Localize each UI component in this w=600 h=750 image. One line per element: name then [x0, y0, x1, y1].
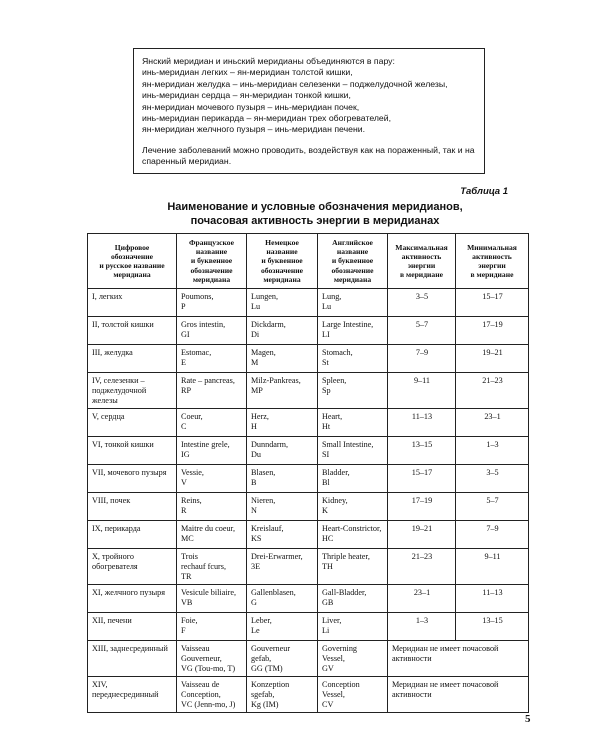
- text-line: Lung,: [322, 292, 342, 302]
- cell-english: [318, 641, 388, 677]
- table-row: [88, 677, 529, 713]
- text-line: Drei-Erwarmer,: [251, 552, 303, 562]
- text-line: Milz-Pankreas,: [251, 376, 301, 386]
- cell-min-activity: 9–11: [456, 549, 529, 585]
- text-line: 3E: [251, 562, 261, 572]
- cell-english: [318, 437, 388, 465]
- text-line: Maitre du coeur,: [181, 524, 236, 534]
- cell-french: [177, 585, 247, 613]
- cell-english: [318, 549, 388, 585]
- text-line: Меридиан не имеет почасовой: [392, 680, 499, 690]
- cell-russian: [88, 373, 177, 409]
- cell-german: [247, 641, 318, 677]
- text-line: Vaisseau de: [181, 680, 220, 690]
- table-row: [88, 465, 529, 493]
- text-line: Gall-Bladder,: [322, 588, 367, 598]
- text-line: Heart,: [322, 412, 343, 422]
- cell-max-activity: 1–3: [388, 613, 456, 641]
- text-line: GB: [322, 598, 334, 608]
- text-line: Leber,: [251, 616, 272, 626]
- cell-russian: [88, 465, 177, 493]
- cell-french: [177, 373, 247, 409]
- text-line: в меридиане: [400, 270, 443, 280]
- text-line: активности: [392, 690, 432, 700]
- cell-english: [318, 521, 388, 549]
- text-line: меридиана: [333, 274, 372, 284]
- text-line: SI: [322, 450, 330, 460]
- cell-french: [177, 613, 247, 641]
- cell-english: [318, 317, 388, 345]
- text-line: Dickdarm,: [251, 320, 286, 330]
- text-line: Минимальная: [467, 242, 517, 252]
- text-line: Kg (IM): [251, 700, 279, 710]
- cell-french: [177, 549, 247, 585]
- cell-russian: [88, 585, 177, 613]
- text-line: H: [251, 422, 257, 432]
- table-row: [88, 317, 529, 345]
- text-line: обозначение: [111, 251, 153, 261]
- cell-english: [318, 613, 388, 641]
- cell-no-activity: [388, 641, 529, 677]
- text-line: Французское: [189, 238, 234, 247]
- table-row: [88, 437, 529, 465]
- text-line: G: [251, 598, 257, 608]
- text-line: XIV, переднесрединный: [92, 680, 159, 700]
- cell-german: [247, 345, 318, 373]
- cell-russian: [88, 409, 177, 437]
- text-line: XII, печени: [92, 616, 132, 626]
- text-line: KS: [251, 534, 262, 544]
- text-line: HC: [322, 534, 334, 544]
- text-line: MC: [181, 534, 194, 544]
- header-french-name: [177, 234, 247, 289]
- text-line: CV: [322, 700, 334, 710]
- caption-line-1: Наименование и условные обозначения меридианов,: [167, 201, 463, 213]
- cell-max-activity: 5–7: [388, 317, 456, 345]
- text-line: активности: [392, 654, 432, 664]
- text-line: Reins,: [181, 496, 202, 506]
- text-line: Цифровое: [114, 242, 150, 252]
- text-line: Vessel,: [322, 654, 345, 664]
- cell-max-activity: 19–21: [388, 521, 456, 549]
- header-min-activity: [456, 234, 529, 289]
- table-row: [88, 549, 529, 585]
- cell-max-activity: 7–9: [388, 345, 456, 373]
- text-line: IX, перикарда: [92, 524, 141, 534]
- text-line: E: [181, 358, 187, 368]
- text-line: VB: [181, 598, 193, 608]
- cell-min-activity: 5–7: [456, 493, 529, 521]
- text-line: R: [181, 506, 187, 516]
- text-line: энергии: [407, 261, 436, 270]
- cell-french: [177, 521, 247, 549]
- text-line: Английское: [332, 238, 373, 247]
- text-line: VII, мочевого пузыря: [92, 468, 167, 478]
- text-line: Magen,: [251, 348, 276, 358]
- cell-german: [247, 373, 318, 409]
- text-line: Lu: [322, 302, 332, 312]
- text-line: Лечение заболеваний можно проводить, воздействуя как на пораженный, так и на: [142, 144, 475, 155]
- text-line: инь-меридиан перикарда – ян-меридиан трех обогревателей,: [142, 113, 392, 124]
- text-line: ян-меридиан мочевого пузыря – инь-меридиан почек,: [142, 101, 360, 112]
- table-row: [88, 585, 529, 613]
- cell-english: [318, 345, 388, 373]
- text-line: VG (Tou-mo, T): [181, 664, 236, 674]
- table-row: [88, 409, 529, 437]
- table-body: [88, 289, 529, 713]
- text-line: и русское название: [99, 261, 165, 270]
- text-line: Estomac,: [181, 348, 212, 358]
- cell-russian: [88, 677, 177, 713]
- cell-max-activity: 3–5: [388, 289, 456, 317]
- text-line: GG (TM): [251, 664, 283, 674]
- table-caption: [100, 200, 530, 228]
- text-line: меридиана: [192, 274, 231, 284]
- text-line: Poumons,: [181, 292, 214, 302]
- cell-russian: [88, 641, 177, 677]
- text-line: P: [181, 302, 186, 312]
- text-line: поджелудочной железы: [92, 386, 147, 406]
- text-line: Le: [251, 626, 260, 636]
- text-line: Conception,: [181, 690, 221, 700]
- text-line: активность: [401, 251, 442, 261]
- text-line: Sp: [322, 386, 331, 396]
- cell-min-activity: 1–3: [456, 437, 529, 465]
- text-line: Янский меридиан и иньский меридианы объединяются в пару:: [142, 56, 395, 66]
- text-line: II, толстой кишки: [92, 320, 154, 330]
- cell-max-activity: 23–1: [388, 585, 456, 613]
- cell-min-activity: 15–17: [456, 289, 529, 317]
- text-line: rechauf fcurs,: [181, 562, 227, 572]
- cell-french: [177, 409, 247, 437]
- text-line: V: [181, 478, 187, 488]
- cell-russian: [88, 317, 177, 345]
- header-german-name: [247, 234, 318, 289]
- header-russian-name: [88, 234, 177, 289]
- text-line: N: [251, 506, 257, 516]
- text-line: Li: [322, 626, 330, 636]
- text-line: Gouverneur: [251, 644, 291, 654]
- page-number: 5: [525, 713, 531, 725]
- text-line: меридиана: [263, 274, 301, 284]
- cell-german: [247, 437, 318, 465]
- text-line: Максимальная: [395, 242, 448, 252]
- cell-min-activity: 11–13: [456, 585, 529, 613]
- text-line: активность: [472, 251, 512, 261]
- text-line: TR: [181, 572, 192, 582]
- text-line: Small Intestine,: [322, 440, 374, 450]
- text-line: обозначение: [261, 265, 303, 275]
- text-line: Rate – pancreas,: [181, 376, 235, 386]
- cell-max-activity: 17–19: [388, 493, 456, 521]
- text-line: обогревателя: [92, 562, 138, 572]
- cell-max-activity: 13–15: [388, 437, 456, 465]
- text-line: gefab,: [251, 654, 272, 664]
- cell-french: [177, 345, 247, 373]
- text-line: Kidney,: [322, 496, 348, 506]
- intro-note-box: [133, 48, 485, 174]
- text-line: Dunndarm,: [251, 440, 289, 450]
- cell-german: [247, 409, 318, 437]
- text-line: VI, тонкой кишки: [92, 440, 154, 450]
- text-line: спаренный меридиан.: [142, 156, 232, 167]
- cell-min-activity: 19–21: [456, 345, 529, 373]
- text-line: GI: [181, 330, 190, 340]
- cell-french: [177, 465, 247, 493]
- text-line: GV: [322, 664, 334, 674]
- text-line: Trois: [181, 552, 198, 562]
- cell-german: [247, 549, 318, 585]
- text-line: Kreislauf,: [251, 524, 284, 534]
- text-line: X, тройного: [92, 552, 134, 562]
- cell-german: [247, 521, 318, 549]
- text-line: ян-меридиан желудка – инь-меридиан селезенки – поджелудочной железы,: [142, 78, 448, 89]
- cell-min-activity: 17–19: [456, 317, 529, 345]
- cell-english: [318, 289, 388, 317]
- text-line: Heart-Constrictor,: [322, 524, 382, 534]
- cell-russian: [88, 289, 177, 317]
- text-line: C: [181, 422, 187, 432]
- text-line: обозначение: [190, 265, 233, 275]
- table-label: Таблица 1: [460, 186, 508, 197]
- text-line: название: [266, 247, 298, 257]
- cell-english: [318, 409, 388, 437]
- cell-max-activity: 15–17: [388, 465, 456, 493]
- text-line: Bladder,: [322, 468, 350, 478]
- cell-german: [247, 317, 318, 345]
- text-line: энергии: [478, 261, 506, 270]
- table-row: [88, 613, 529, 641]
- cell-german: [247, 613, 318, 641]
- text-line: меридиана: [113, 270, 151, 280]
- text-line: Меридиан не имеет почасовой: [392, 644, 499, 654]
- text-line: K: [322, 506, 328, 516]
- text-line: Stomach,: [322, 348, 353, 358]
- text-line: Ht: [322, 422, 331, 432]
- text-line: Intestine grele,: [181, 440, 230, 450]
- text-line: Di: [251, 330, 260, 340]
- text-line: и буквенное: [261, 256, 303, 266]
- cell-german: [247, 585, 318, 613]
- text-line: Gros intestin,: [181, 320, 226, 330]
- text-line: Vessel,: [322, 690, 345, 700]
- text-line: Foie,: [181, 616, 198, 626]
- table-header-row: [88, 234, 529, 289]
- text-line: Gallenblasen,: [251, 588, 296, 598]
- cell-english: [318, 585, 388, 613]
- text-line: Spleen,: [322, 376, 347, 386]
- text-line: инь-меридиан легких – ян-меридиан толстой кишки,: [142, 67, 353, 78]
- text-line: инь-меридиан сердца – ян-меридиан тонкой кишки,: [142, 90, 351, 101]
- text-line: III, желудка: [92, 348, 133, 358]
- cell-min-activity: 7–9: [456, 521, 529, 549]
- cell-min-activity: 23–1: [456, 409, 529, 437]
- text-line: XI, желчного пузыря: [92, 588, 165, 598]
- text-line: B: [251, 478, 257, 488]
- cell-russian: [88, 549, 177, 585]
- table-row: [88, 345, 529, 373]
- text-line: Vaisseau: [181, 644, 210, 654]
- cell-french: [177, 641, 247, 677]
- cell-max-activity: 21–23: [388, 549, 456, 585]
- text-line: VC (Jenn-mo, J): [181, 700, 236, 710]
- text-line: Gouverneur,: [181, 654, 222, 664]
- cell-russian: [88, 345, 177, 373]
- cell-german: [247, 493, 318, 521]
- text-line: LI: [322, 330, 330, 340]
- cell-french: [177, 289, 247, 317]
- text-line: Lu: [251, 302, 261, 312]
- text-line: и буквенное: [190, 256, 233, 266]
- text-line: Liver,: [322, 616, 342, 626]
- text-line: IV, селезенки –: [92, 376, 145, 386]
- text-line: название: [336, 247, 369, 257]
- text-line: M: [251, 358, 259, 368]
- text-line: Blasen,: [251, 468, 276, 478]
- text-line: Coeur,: [181, 412, 203, 422]
- note-paragraph-pairs: [142, 56, 476, 136]
- text-line: Bl: [322, 478, 330, 488]
- cell-english: [318, 677, 388, 713]
- cell-max-activity: 11–13: [388, 409, 456, 437]
- text-line: Lungen,: [251, 292, 279, 302]
- cell-french: [177, 677, 247, 713]
- cell-russian: [88, 437, 177, 465]
- text-line: Governing: [322, 644, 358, 654]
- text-line: Du: [251, 450, 262, 460]
- cell-min-activity: 3–5: [456, 465, 529, 493]
- cell-english: [318, 493, 388, 521]
- text-line: название: [195, 247, 228, 257]
- text-line: V, сердца: [92, 412, 125, 422]
- text-line: обозначение: [331, 265, 374, 275]
- text-line: RP: [181, 386, 192, 396]
- text-line: I, легких: [92, 292, 123, 302]
- text-line: Conception: [322, 680, 360, 690]
- text-line: XIII, заднесрединный: [92, 644, 168, 654]
- cell-min-activity: 21–23: [456, 373, 529, 409]
- table-row: [88, 289, 529, 317]
- text-line: St: [322, 358, 329, 368]
- cell-french: [177, 317, 247, 345]
- cell-french: [177, 437, 247, 465]
- text-line: F: [181, 626, 186, 636]
- text-line: и буквенное: [331, 256, 374, 266]
- cell-russian: [88, 613, 177, 641]
- cell-min-activity: 13–15: [456, 613, 529, 641]
- text-line: ян-меридиан желчного пузыря – инь-меридиан печени.: [142, 124, 366, 135]
- header-max-activity: [388, 234, 456, 289]
- text-line: TH: [322, 562, 333, 572]
- text-line: VIII, почек: [92, 496, 131, 506]
- text-line: Herz,: [251, 412, 269, 422]
- text-line: Konzeption: [251, 680, 290, 690]
- table-row: [88, 641, 529, 677]
- text-line: IG: [181, 450, 190, 460]
- cell-english: [318, 465, 388, 493]
- cell-max-activity: 9–11: [388, 373, 456, 409]
- cell-german: [247, 465, 318, 493]
- cell-no-activity: [388, 677, 529, 713]
- text-line: в меридиане: [470, 270, 514, 280]
- table-row: [88, 521, 529, 549]
- text-line: Nieren,: [251, 496, 276, 506]
- cell-english: [318, 373, 388, 409]
- text-line: sgefab,: [251, 690, 275, 700]
- cell-russian: [88, 521, 177, 549]
- table-row: [88, 373, 529, 409]
- note-paragraph-treatment: [142, 145, 476, 168]
- cell-french: [177, 493, 247, 521]
- cell-german: [247, 677, 318, 713]
- table-row: [88, 493, 529, 521]
- caption-line-2: почасовая активность энергии в меридианах: [190, 215, 440, 227]
- text-line: Vessie,: [181, 468, 204, 478]
- text-line: Немецкое: [265, 238, 299, 247]
- text-line: Thriple heater,: [322, 552, 370, 562]
- cell-german: [247, 289, 318, 317]
- text-line: Vesicule biliaire,: [181, 588, 237, 598]
- header-english-name: [318, 234, 388, 289]
- text-line: MP: [251, 386, 263, 396]
- cell-russian: [88, 493, 177, 521]
- text-line: Large Intestine,: [322, 320, 374, 330]
- meridians-table: [87, 233, 529, 713]
